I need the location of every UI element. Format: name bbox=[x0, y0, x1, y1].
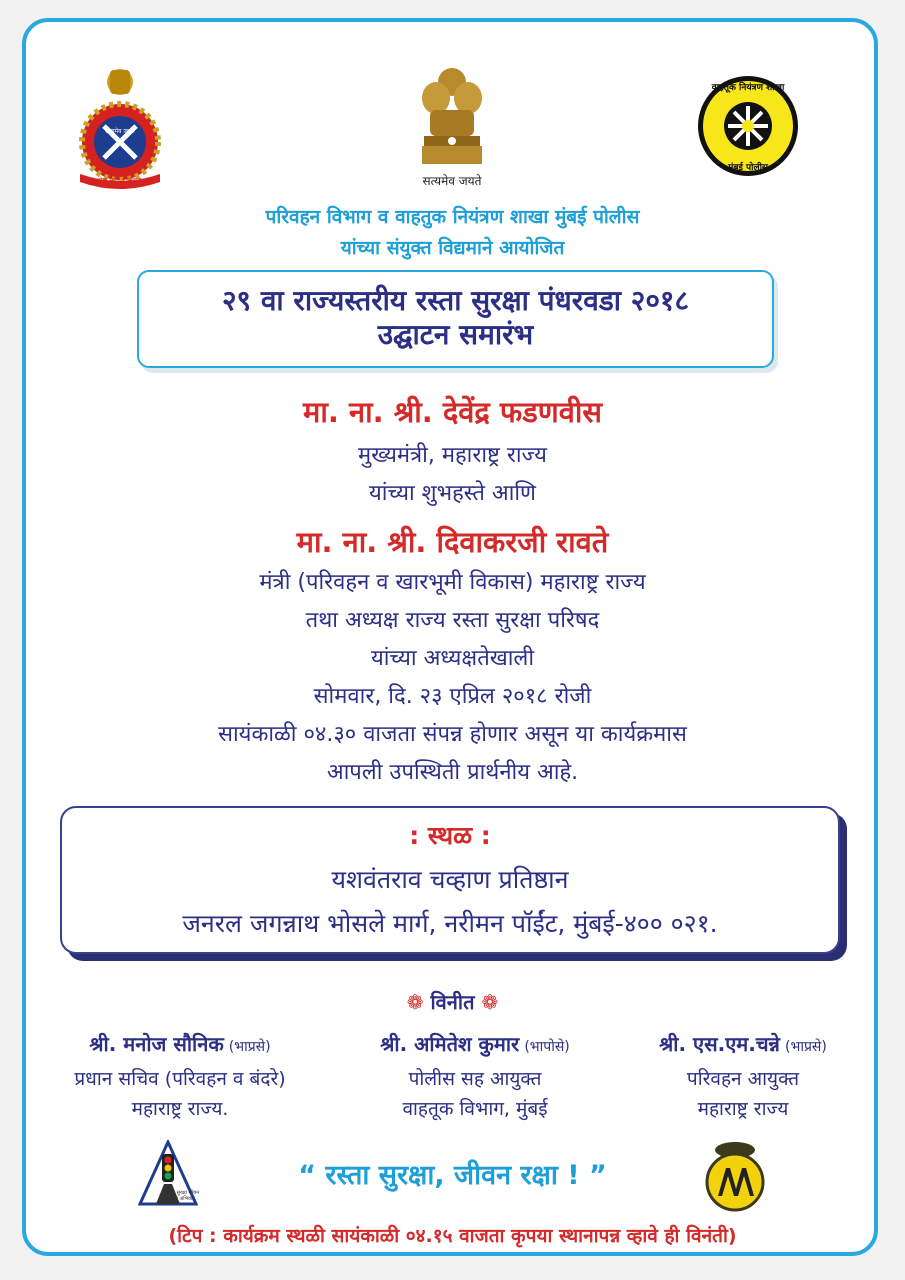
event-subtitle: उद्घाटन समारंभ bbox=[377, 318, 534, 351]
signatory-designation: परिवहन आयुक्त bbox=[686, 1068, 800, 1090]
national-emblem bbox=[414, 60, 490, 170]
signatory-name: श्री. अमितेश कुमार bbox=[380, 1032, 520, 1056]
event-title-box bbox=[137, 270, 774, 368]
left-emblem-banner: सेवा सदैव ज्ञानिकता bbox=[98, 177, 142, 184]
signatory-department: वाहतूक विभाग, मुंबई bbox=[402, 1098, 548, 1120]
automobile-association-badge bbox=[704, 1140, 766, 1212]
vinit-row bbox=[0, 988, 905, 1015]
signatory-designation: पोलीस सह आयुक्त bbox=[408, 1068, 542, 1090]
chief-guest-designation: मुख्यमंत्री, महाराष्ट्र राज्य bbox=[358, 443, 547, 468]
campaign-logo-text: रस्ता सुरक्षा जीवन रक्षा अभियान bbox=[166, 1190, 200, 1202]
signatory-1 bbox=[30, 1030, 330, 1121]
chief-guest-name: मा. ना. श्री. देवेंद्र फडणवीस bbox=[303, 395, 602, 429]
signatory-state: महाराष्ट्र राज्य. bbox=[131, 1098, 229, 1120]
lion-capital-icon bbox=[414, 60, 490, 170]
signatory-suffix: (भाप्रसे) bbox=[228, 1039, 271, 1055]
venue-name: यशवंतराव चव्हाण प्रतिष्ठान bbox=[331, 865, 569, 894]
instruction-note: (टिप : कार्यक्रम स्थळी सायंकाळी ०४.१५ वाजता कृपया स्थानापन्न व्हावे ही विनंती) bbox=[168, 1225, 737, 1247]
event-time: सायंकाळी ०४.३० वाजता संपन्न होणार असून या कार्यक्रमास bbox=[218, 722, 687, 747]
flower-ornament-icon: ❁ bbox=[481, 990, 499, 1014]
event-date: सोमवार, दि. २३ एप्रिल २०१८ रोजी bbox=[313, 684, 592, 709]
venue-heading: : स्थळ : bbox=[409, 821, 491, 850]
signatory-name: श्री. मनोज सौनिक bbox=[89, 1032, 224, 1056]
slogan: “ रस्ता सुरक्षा, जीवन रक्षा ! ” bbox=[298, 1160, 607, 1191]
right-emblem-bottom-text: मुंबई पोलीस bbox=[727, 163, 769, 173]
signatory-suffix: (भापोसे) bbox=[524, 1039, 570, 1055]
transport-department-emblem bbox=[66, 62, 174, 190]
venue-box bbox=[60, 806, 840, 954]
attendance-request: आपली उपस्थिती प्रार्थनीय आहे. bbox=[326, 760, 579, 785]
organizers-line-2: यांच्या संयुक्त विद्यमाने आयोजित bbox=[340, 237, 565, 259]
signatory-state: महाराष्ट्र राज्य bbox=[697, 1098, 789, 1120]
transport-emblem-icon bbox=[66, 62, 174, 190]
venue-address: जनरल जगन्नाथ भोसले मार्ग, नरीमन पॉईंट, मुंबई-४०० ०२१. bbox=[182, 909, 718, 938]
flower-ornament-icon: ❁ bbox=[406, 990, 424, 1014]
organizers-line-1: परिवहन विभाग व वाहतुक नियंत्रण शाखा मुंबई पोलीस bbox=[265, 206, 640, 228]
national-motto: सत्यमेव जयते bbox=[422, 174, 482, 188]
signatory-3 bbox=[612, 1030, 874, 1121]
signatory-name: श्री. एस.एम.चन्ने bbox=[659, 1032, 780, 1056]
chief-guest-connector: यांच्या शुभहस्ते आणि bbox=[369, 481, 536, 506]
signatory-2 bbox=[330, 1030, 620, 1121]
president-designation-1: मंत्री (परिवहन व खारभूमी विकास) महाराष्ट्र राज्य bbox=[259, 570, 646, 595]
president-connector: यांच्या अध्यक्षतेखाली bbox=[370, 646, 535, 671]
right-emblem-top-text: वाहतूक नियंत्रण शाखा bbox=[711, 83, 785, 93]
left-emblem-ring-text: सत्यमेव जयते bbox=[105, 128, 135, 135]
vinit-label: विनीत bbox=[430, 990, 475, 1014]
signatory-suffix: (भाप्रसे) bbox=[785, 1039, 827, 1055]
president-name: मा. ना. श्री. दिवाकरजी रावते bbox=[296, 525, 609, 559]
signatory-designation: प्रधान सचिव (परिवहन व बंदरे) bbox=[74, 1068, 286, 1090]
aa-badge-icon bbox=[704, 1140, 766, 1212]
event-title: २९ वा राज्यस्तरीय रस्ता सुरक्षा पंधरवडा २०१८ bbox=[221, 284, 690, 317]
president-designation-2: तथा अध्यक्ष राज्य रस्ता सुरक्षा परिषद bbox=[305, 608, 600, 633]
